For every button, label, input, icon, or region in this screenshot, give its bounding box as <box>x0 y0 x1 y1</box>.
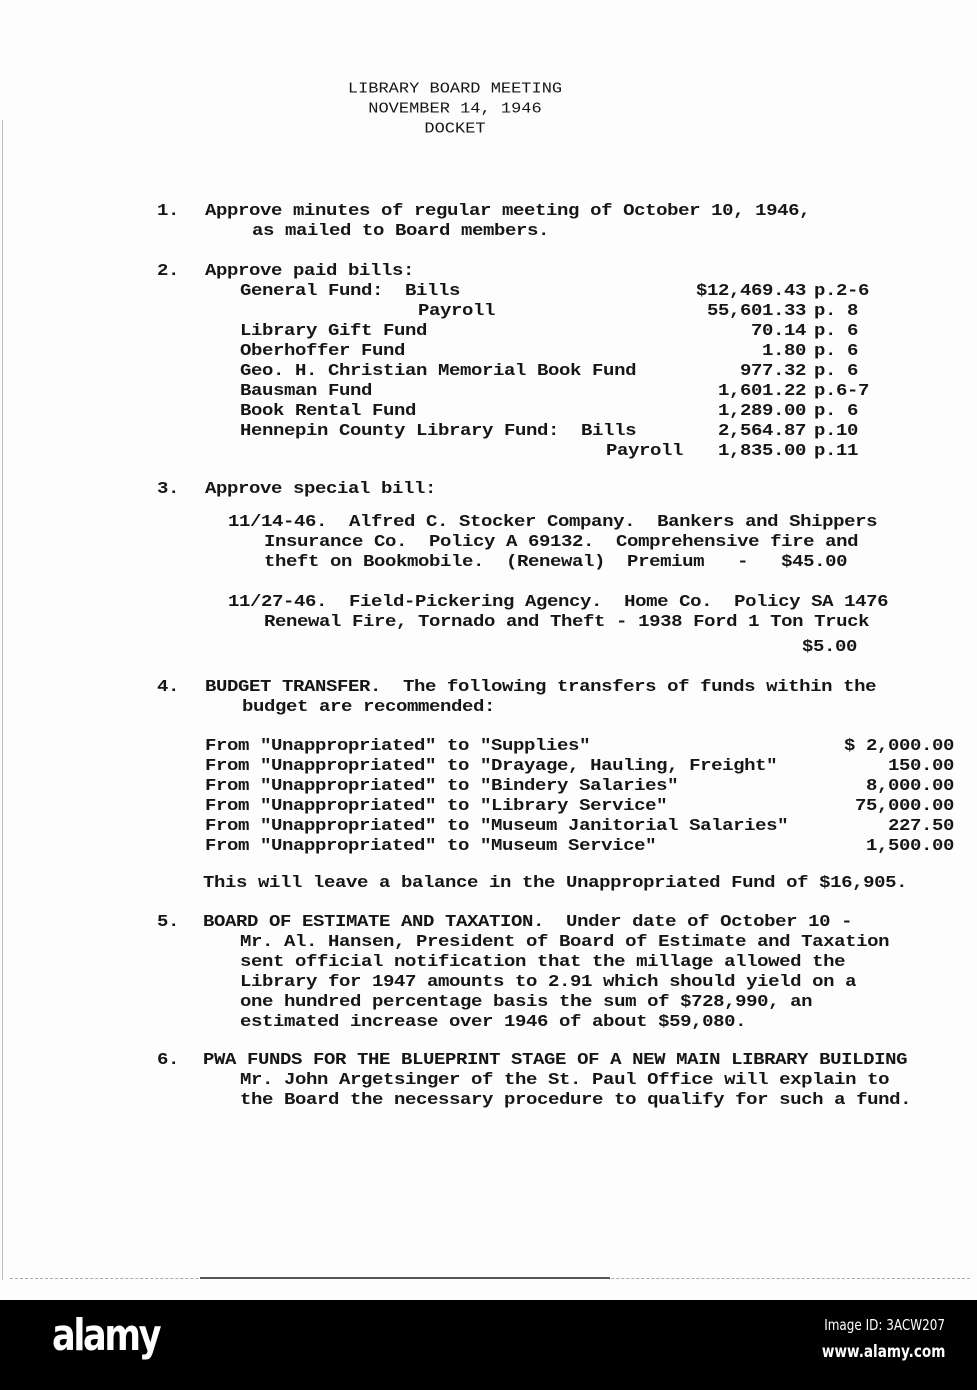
transfer-amount: 1,500.00 <box>865 836 954 855</box>
transfer-text: From "Unappropriated" to "Library Service" <box>205 796 668 815</box>
bill-page: p.2-6 <box>814 281 870 300</box>
scan-artifact-rule <box>200 1277 610 1279</box>
item6-line: PWA FUNDS FOR THE BLUEPRINT STAGE OF A NEW MAIN LIBRARY BUILDING <box>203 1050 908 1069</box>
bill-label: Payroll <box>418 301 496 320</box>
item4-line: BUDGET TRANSFER. The following transfers of funds within the <box>205 677 877 696</box>
special-bill-line: 11/27-46. Field-Pickering Agency. Home Co. Policy SA 1476 <box>228 592 889 611</box>
transfer-amount: $ 2,000.00 <box>843 736 954 755</box>
transfer-text: From "Unappropriated" to "Bindery Salaries" <box>205 776 679 795</box>
item5-line: BOARD OF ESTIMATE AND TAXATION. Under date of October 10 - <box>203 912 853 931</box>
transfer-amount: 8,000.00 <box>865 776 954 795</box>
item3-title: Approve special bill: <box>205 479 437 498</box>
item1-line: Approve minutes of regular meeting of October 10, 1946, <box>205 201 811 220</box>
bill-amount: 55,601.33 <box>706 301 806 320</box>
bill-amount: 1.80 <box>761 341 806 360</box>
bill-page: p.11 <box>814 441 859 460</box>
bill-label: Geo. H. Christian Memorial Book Fund <box>240 361 637 380</box>
transfer-text: From "Unappropriated" to "Museum Janitorial Salaries" <box>205 816 789 835</box>
bill-label: Bausman Fund <box>240 381 373 400</box>
item-number: 4. <box>157 677 180 696</box>
bill-page: p.6-7 <box>814 381 870 400</box>
scan-margin-line <box>2 120 3 1280</box>
alamy-logo: alamy <box>52 1310 160 1361</box>
bill-page: p. 6 <box>814 321 859 340</box>
bill-label: Library Gift Fund <box>240 321 428 340</box>
item5-line: Library for 1947 amounts to 2.91 which should yield on a <box>240 972 857 991</box>
item1-line: as mailed to Board members. <box>252 221 550 240</box>
special-bill-line: Insurance Co. Policy A 69132. Comprehensive fire and <box>264 532 859 551</box>
bill-label: Oberhoffer Fund <box>240 341 406 360</box>
special-bill-line: theft on Bookmobile. (Renewal) Premium - $45.00 <box>264 552 848 571</box>
item-number: 1. <box>157 201 180 220</box>
bill-amount: 70.14 <box>750 321 806 340</box>
item5-line: estimated increase over 1946 of about $59,080. <box>240 1012 747 1031</box>
transfer-amount: 150.00 <box>887 756 954 775</box>
transfer-text: From "Unappropriated" to "Drayage, Hauling, Freight" <box>205 756 778 775</box>
bill-page: p. 6 <box>814 361 859 380</box>
doc-title: LIBRARY BOARD MEETING <box>347 81 563 98</box>
bill-page: p. 8 <box>814 301 859 320</box>
balance-note: This will leave a balance in the Unappropriated Fund of $16,905. <box>203 873 908 892</box>
special-bill-line: 11/14-46. Alfred C. Stocker Company. Bankers and Shippers <box>228 512 878 531</box>
transfer-amount: 227.50 <box>887 816 954 835</box>
special-bill-amount: $5.00 <box>801 637 857 656</box>
item-number: 5. <box>157 912 180 931</box>
site-url: www.alamy.com <box>821 1342 945 1362</box>
bill-amount: 1,289.00 <box>717 401 806 420</box>
item5-line: sent official notification that the millage allowed the <box>240 952 846 971</box>
transfer-text: From "Unappropriated" to "Supplies" <box>205 736 591 755</box>
bill-label: Hennepin County Library Fund: Bills <box>240 421 637 440</box>
bill-amount: 2,564.87 <box>717 421 806 440</box>
item-number: 3. <box>157 479 180 498</box>
doc-subtitle: DOCKET <box>424 121 486 138</box>
bill-label: Payroll <box>606 441 684 460</box>
image-id: Image ID: 3ACW207 <box>824 1316 945 1334</box>
bill-label: General Fund: Bills <box>240 281 461 300</box>
item-number: 6. <box>157 1050 180 1069</box>
special-bill-line: Renewal Fire, Tornado and Theft - 1938 Ford 1 Ton Truck <box>264 612 870 631</box>
bill-amount: 1,601.22 <box>717 381 806 400</box>
bill-amount: $12,469.43 <box>695 281 806 300</box>
item2-title: Approve paid bills: <box>205 261 415 280</box>
bill-label: Book Rental Fund <box>240 401 417 420</box>
watermark-footer <box>0 1300 977 1390</box>
item4-line: budget are recommended: <box>242 697 496 716</box>
bill-page: p. 6 <box>814 401 859 420</box>
transfer-amount: 75,000.00 <box>854 796 954 815</box>
item6-line: Mr. John Argetsinger of the St. Paul Office will explain to <box>240 1070 890 1089</box>
bill-amount: 1,835.00 <box>717 441 806 460</box>
doc-date: NOVEMBER 14, 1946 <box>368 101 542 118</box>
item5-line: Mr. Al. Hansen, President of Board of Estimate and Taxation <box>240 932 890 951</box>
item5-line: one hundred percentage basis the sum of $728,990, an <box>240 992 813 1011</box>
item6-line: the Board the necessary procedure to qualify for such a fund. <box>240 1090 912 1109</box>
item-number: 2. <box>157 261 180 280</box>
bill-page: p. 6 <box>814 341 859 360</box>
bill-amount: 977.32 <box>739 361 806 380</box>
transfer-text: From "Unappropriated" to "Museum Service" <box>205 836 657 855</box>
bill-page: p.10 <box>814 421 859 440</box>
